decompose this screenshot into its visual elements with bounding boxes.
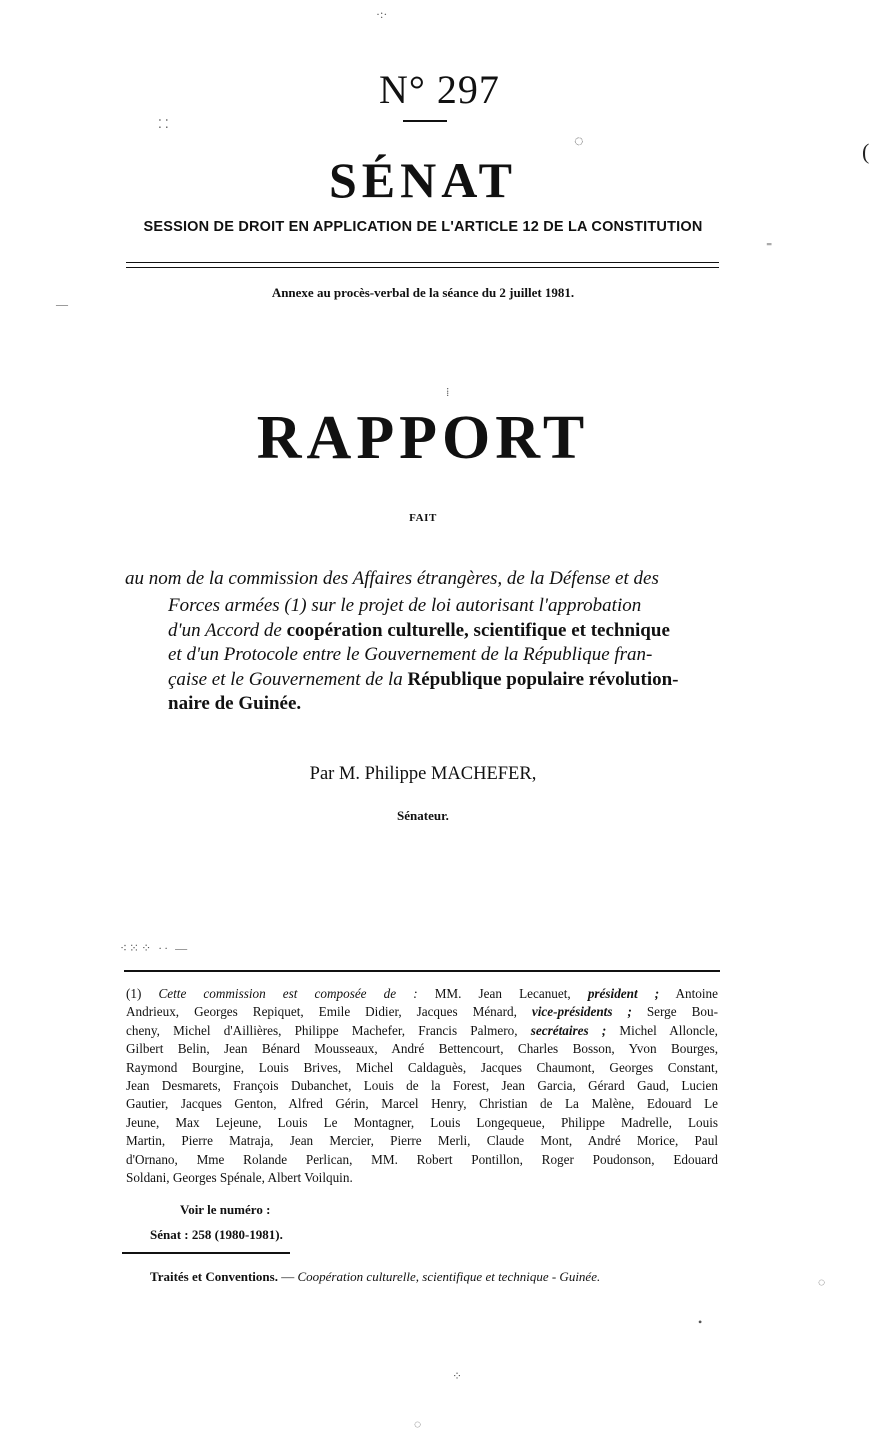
scan-noise-mark: ⁖⁙⁘ ·· —	[120, 941, 190, 955]
scan-speck: ◌	[818, 1275, 826, 1289]
body-line-3-bold: coopération culturelle, scientifique et technique	[286, 620, 670, 641]
author-name: Par M. Philippe MACHEFER,	[309, 764, 537, 784]
footnote-vice: vice-présidents ;	[531, 1004, 632, 1020]
scan-speck: (	[862, 139, 870, 164]
footnote-line-9: Martin, Pierre Matraja, Jean Mercier, Pierre Merli, Claude Mont, André Morice, Paul	[126, 1133, 718, 1149]
double-rule-divider	[126, 262, 719, 268]
footnote-line-6: Jean Desmarets, François Dubanchet, Louis de la Forest, Jean Garcia, Gérard Gaud, Lucien	[126, 1078, 718, 1094]
footnote-l1-b: Antoine	[659, 986, 718, 1001]
body-line-5-bold: République populaire révolution-	[407, 669, 679, 690]
body-line-6	[168, 692, 301, 716]
footnote-line-1	[126, 985, 718, 1003]
senate-reference: Sénat : 258 (1980-1981).	[150, 1227, 283, 1242]
body-line-5	[168, 668, 679, 692]
footnote-l3-b: Michel Alloncle,	[606, 1022, 718, 1038]
reference-rule	[122, 1252, 290, 1254]
classification-category: Traités et Conventions.	[150, 1269, 278, 1284]
body-line-3-italic: d'un Accord de	[168, 620, 287, 641]
annexe-line: Annexe au procès-verbal de la séance du 2 juillet 1981.	[271, 285, 575, 300]
classification-line	[150, 1268, 600, 1286]
scan-speck: ·:·	[376, 7, 388, 21]
report-title: RAPPORT	[256, 404, 590, 472]
footnote-president: président ;	[587, 986, 660, 1001]
body-line-4	[168, 643, 652, 667]
body-line-3	[168, 619, 670, 643]
scan-speck: ◌	[574, 133, 584, 150]
body-line-2	[168, 594, 641, 618]
body-line-6-text: naire de Guinée.	[168, 693, 302, 714]
see-number-label: Voir le numéro :	[180, 1202, 271, 1217]
author-role: Sénateur.	[397, 808, 449, 823]
footnote-l1-a: MM. Jean Lecanuet,	[417, 986, 588, 1001]
scan-speck: ◌	[414, 1417, 422, 1431]
fait-label: FAIT	[409, 512, 437, 524]
scan-speck: •	[698, 1315, 703, 1329]
classification-subject: Coopération culturelle, scientifique et technique - Guinée.	[297, 1269, 601, 1284]
scan-speck: ⁞	[446, 385, 450, 399]
footnote-marker: (1)	[126, 986, 159, 1001]
scan-speck: ⁚ ⁚	[158, 117, 169, 131]
scan-speck: ––	[56, 297, 68, 311]
footnote-line-3	[126, 1022, 718, 1040]
footnote-intro: Cette commission est composée de :	[158, 986, 418, 1001]
document-number: N° 297	[379, 67, 500, 112]
footnote-block	[126, 985, 718, 1187]
footnote-l2-b: Serge Bou-	[631, 1004, 718, 1020]
footnote-l3-a: cheny, Michel d'Aillières, Philippe Machefer, Francis Palmero,	[126, 1022, 531, 1038]
footnote-l2-a: Andrieux, Georges Repiquet, Emile Didier, Jacques Ménard,	[126, 1004, 532, 1020]
body-line-1-text: au nom de la commission des Affaires étrangères, de la Défense et des	[125, 568, 659, 589]
session-line: SESSION DE DROIT EN APPLICATION DE L'ARTICLE 12 DE LA CONSTITUTION	[143, 219, 703, 235]
scan-speck: ⁼	[766, 239, 773, 253]
chamber-title: SÉNAT	[328, 152, 517, 208]
footnote-line-7: Gautier, Jacques Genton, Alfred Gérin, Marcel Henry, Christian de La Malène, Edouard Le	[126, 1096, 718, 1112]
footnote-line-4: Gilbert Belin, Jean Bénard Mousseaux, André Bettencourt, Charles Bosson, Yvon Bourges,	[126, 1041, 718, 1057]
footnote-line-2	[126, 1003, 718, 1021]
footnote-line-5: Raymond Bourgine, Louis Brives, Michel Caldaguès, Jacques Chaumont, Georges Constant,	[126, 1059, 718, 1075]
footnote-line-8: Jeune, Max Lejeune, Louis Le Montagner, Louis Longequeue, Philippe Madrelle, Louis	[126, 1114, 718, 1130]
body-line-4-text: et d'un Protocole entre le Gouvernement de la République fran-	[168, 644, 653, 665]
scan-speck: ⁘	[452, 1369, 463, 1383]
body-line-2-text: Forces armées (1) sur le projet de loi autorisant l'approbation	[168, 595, 642, 616]
footnote-line-11: Soldani, Georges Spénale, Albert Voilquin.	[126, 1170, 353, 1186]
body-line-5-italic: çaise et le Gouvernement de la	[168, 669, 408, 690]
footnote-secretaries: secrétaires ;	[530, 1022, 607, 1038]
classification-dash: —	[277, 1269, 298, 1284]
body-line-1	[125, 567, 659, 591]
footnote-rule	[124, 970, 720, 972]
number-underline	[403, 120, 447, 122]
footnote-line-10: d'Ornano, Mme Rolande Perlican, MM. Robert Pontillon, Roger Poudonson, Edouard	[126, 1151, 718, 1167]
